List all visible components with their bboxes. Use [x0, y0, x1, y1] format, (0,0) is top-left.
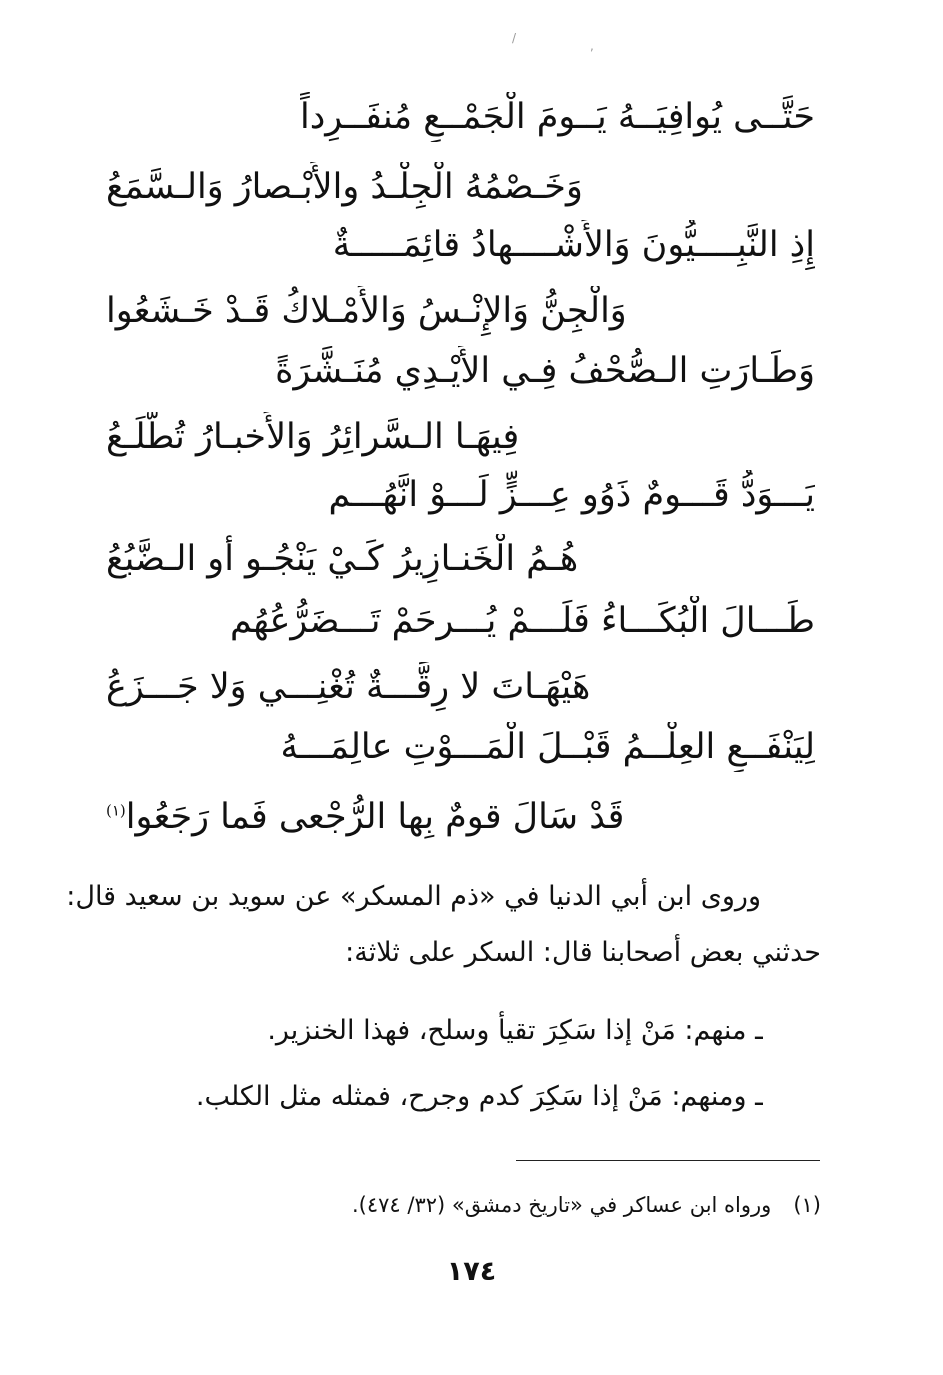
footnote-number: (١): [793, 1193, 821, 1217]
verse-6-first-hemistich: لِيَنْفَــعِ العِلْــمُ قَبْــلَ الْمَـــوْتِ عالِمَـــهُ: [280, 727, 815, 767]
footnote-text: ورواه ابن عساكر في «تاريخ دمشق» (٣٢/ ٤٧٤).: [351, 1193, 772, 1217]
list-item-dog: ـ ومنهم: مَنْ إذا سَكِرَ كدم وجرح، فمثله مثل الكلب.: [195, 1081, 763, 1112]
verse-3-second-hemistich: فِيهَـا الـسَّرائِرُ وَالأَخبـارُ تُطَّلَـعُ: [106, 417, 520, 457]
scan-mark: ,: [590, 39, 594, 53]
footnote-divider: [516, 1160, 820, 1161]
verse-3-first-hemistich: وَطَـارَتِ الـصُّحْفُ فِـي الأَيْـدِي مُنَـشَّرَةً: [275, 351, 815, 391]
page-number: ١٧٤: [446, 1256, 497, 1287]
scan-mark: /: [512, 31, 517, 45]
prose-line-1: وروى ابن أبي الدنيا في «ذم المسكر» عن سويد بن سعيد قال:: [66, 881, 761, 912]
verse-4-second-hemistich: هُـمُ الْخَنـازِيرُ كَـيْ يَنْجُـو أو الـضَّبُعُ: [106, 539, 579, 579]
footnote: [352, 1188, 821, 1222]
verse-2-second-hemistich: وَالْجِنُّ وَالإِنْـسُ وَالأَمْـلاكُ قَـدْ خَـشَعُوا: [106, 291, 627, 331]
verse-1-second-hemistich: وَخَـصْمُهُ الْجِلْـدُ والأَبْـصارُ وَالـسَّمَعُ: [106, 167, 583, 207]
verse-4-first-hemistich: يَـــوَدُّ قَـــومٌ ذَوُو عِـــزٍّ لَـــوْ انَّهُـــم: [328, 475, 815, 515]
verse-6-second-hemistich: [106, 792, 624, 842]
verse-6-second-text: قَدْ سَالَ قومٌ بِها الرُّجْعى فَما رَجَعُوا: [125, 797, 625, 837]
footnote-reference: (١): [106, 801, 126, 820]
list-item-pig: ـ منهم: مَنْ إذا سَكِرَ تقيأ وسلح، فهذا الخنزير.: [267, 1015, 763, 1046]
prose-line-2: حدثني بعض أصحابنا قال: السكر على ثلاثة:: [345, 937, 821, 968]
verse-5-second-hemistich: هَيْهَـاتَ لا رِقَّـــةٌ تُغْنِـــي وَلا جَـــزَعُ: [106, 667, 591, 707]
verse-1-first-hemistich: حَتَّــى يُوافِيَــهُ يَــومَ الْجَمْــعِ مُنفَــرِداً: [300, 97, 815, 137]
verse-2-first-hemistich: إِذِ النَّبِــــيُّونَ وَالأَشْــــهادُ قائِمَـــــةٌ: [332, 225, 815, 265]
verse-5-first-hemistich: طَـــالَ الْبُكَـــاءُ فَلَـــمْ يُـــرحَمْ تَـــضَرُّعُهُم: [230, 601, 815, 641]
